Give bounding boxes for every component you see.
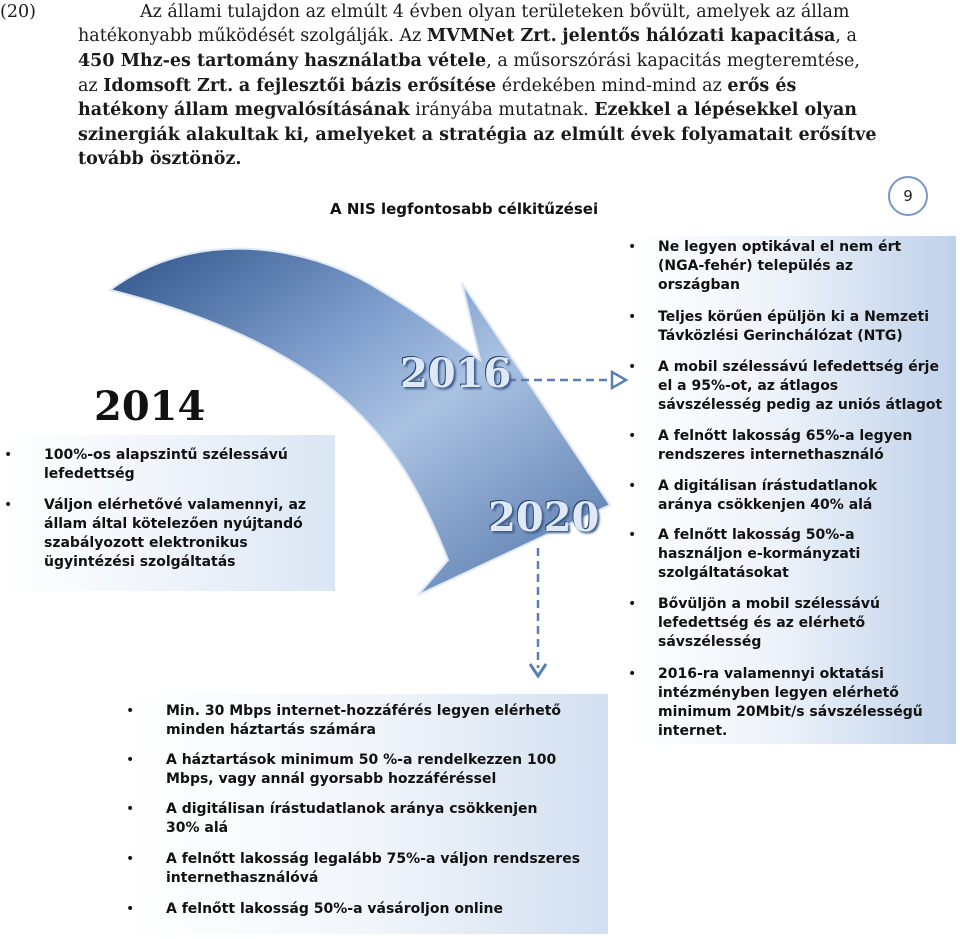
list-item-line: sávszélesség: [658, 634, 762, 650]
list-item-line: Min. 30 Mbps internet-hozzáférés legyen elérhető: [166, 703, 562, 719]
list-item-line: A felnőtt lakosság legalább 75%-a váljon rendszeres: [166, 851, 581, 867]
bold-text: MVMNet Zrt.: [426, 26, 557, 46]
bullet-icon: •: [628, 359, 637, 375]
list-item-line: ügyintézési szolgáltatás: [44, 554, 236, 570]
page-number-badge: [888, 176, 928, 216]
list-item-line: használjon e-kormányzati: [658, 546, 861, 562]
bold-text: hatékony állam megvalósításának: [78, 100, 410, 120]
year-2016: 2016: [400, 350, 512, 397]
bullet-icon: •: [628, 527, 637, 543]
list-item-line: internet.: [658, 723, 728, 739]
bold-text: jelentős hálózati kapacitása: [562, 26, 836, 46]
list-item-line: minden háztartás számára: [166, 722, 376, 738]
list-item: [126, 751, 616, 789]
bold-text: Idomsoft Zrt.: [103, 76, 234, 96]
list-item-line: rendszeres internethasználó: [658, 447, 884, 463]
bullet-icon: •: [628, 309, 637, 325]
text: érdekében mind-mind az: [496, 76, 728, 96]
bullet-icon: •: [126, 801, 135, 817]
list-item-line: A háztartások minimum 50 %-a rendelkezzen 100: [166, 752, 557, 768]
list-item-line: el a 95%-ot, az átlagos: [658, 378, 839, 394]
text: irányába mutatnak.: [409, 100, 595, 120]
list-item: [628, 477, 958, 515]
text: , a műsorszórási kapacitás megteremtése,: [486, 51, 860, 71]
text: Az állami tulajdon az elmúlt 4 évben olyan területeken bővült, amelyek az állam: [140, 2, 850, 22]
list-item-line: sávszélesség pedig az uniós átlagot: [658, 397, 943, 413]
list-item-line: Teljes körűen épüljön ki a Nemzeti: [658, 309, 930, 325]
list-item: [126, 900, 616, 919]
list-item: [628, 238, 958, 295]
list-item: [628, 595, 958, 652]
text: hatékonyabb működését szolgálják. Az: [78, 26, 427, 46]
bold-text: szinergiák alakultak ki, amelyeket a stratégia az elmúlt évek folyamatait erősítve: [78, 125, 877, 145]
list-item-line: A mobil szélessávú lefedettség érje: [658, 359, 939, 375]
list-item-line: A digitálisan írástudatlanok: [658, 478, 878, 494]
bullet-icon: •: [628, 666, 637, 682]
list-item: [4, 446, 340, 484]
list-item: [628, 526, 958, 583]
list-item-line: 2016-ra valamennyi oktatási: [658, 666, 884, 682]
list-item: [628, 665, 958, 741]
list-item-line: Bővüljön a mobil szélessávú: [658, 596, 880, 612]
bold-text: Ezekkel a lépésekkel olyan: [594, 100, 858, 120]
list-item-line: lefedettség és az elérhető: [658, 615, 866, 631]
list-item-line: Ne legyen optikával el nem ért: [658, 239, 902, 255]
list-item: [628, 358, 958, 415]
list-item-line: internethasználóvá: [166, 870, 319, 886]
paragraph-number: (20): [0, 2, 36, 22]
bullet-icon: •: [126, 901, 135, 917]
bullet-icon: •: [4, 447, 13, 463]
list-item-line: aránya csökkenjen 40% alá: [658, 497, 873, 513]
bullet-icon: •: [126, 752, 135, 768]
figure-title: A NIS legfontosabb célkitűzései: [330, 200, 599, 218]
bullet-icon: •: [628, 596, 637, 612]
list-item: [126, 800, 616, 838]
list-item-line: szabályozott elektronikus: [44, 535, 248, 551]
page-number: 9: [903, 187, 913, 205]
list-item-line: A felnőtt lakosság 65%-a legyen: [658, 428, 913, 444]
bullet-icon: •: [126, 703, 135, 719]
list-item-line: A felnőtt lakosság 50%-a vásároljon online: [166, 901, 503, 917]
year-2020: 2020: [488, 494, 600, 541]
list-item-line: Távközlési Gerinchálózat (NTG): [658, 328, 903, 344]
list-item-line: Mbps, vagy annál gyorsabb hozzáféréssel: [166, 771, 497, 787]
list-item-line: országban: [658, 277, 740, 293]
bold-text: 450 Mhz-es tartomány használatba vétele: [78, 51, 487, 71]
list-item-line: A felnőtt lakosság 50%-a: [658, 527, 855, 543]
year-2014: 2014: [94, 383, 206, 430]
list-item-line: intézményben legyen elérhető: [658, 685, 899, 701]
list-item-line: A digitálisan írástudatlanok aránya csökkenjen: [166, 801, 538, 817]
bullet-icon: •: [628, 239, 637, 255]
list-item: [628, 308, 958, 346]
list-item: [126, 850, 616, 888]
list-item: [628, 427, 958, 465]
list-item-line: (NGA-fehér) település az: [658, 258, 854, 274]
list-item-line: minimum 20Mbit/s sávszélességű: [658, 704, 923, 720]
text: az: [78, 76, 104, 96]
bullet-icon: •: [628, 428, 637, 444]
list-item: [4, 496, 340, 572]
dashed-arrow-2016-head: [612, 372, 626, 388]
bullet-icon: •: [4, 497, 13, 513]
bullet-icon: •: [126, 851, 135, 867]
bold-text: tovább ösztönöz.: [78, 149, 242, 169]
list-item-line: lefedettség: [44, 466, 135, 482]
list-item: [126, 702, 616, 740]
bold-text: a fejlesztői bázis erősítése: [238, 76, 497, 96]
list-item-line: szolgáltatásokat: [658, 565, 789, 581]
text: , a: [835, 26, 857, 46]
bold-text: erős és: [727, 76, 797, 96]
list-item-line: Váljon elérhetővé valamennyi, az: [44, 497, 307, 513]
list-item-line: 30% alá: [166, 820, 229, 836]
list-item-line: 100%-os alapszintű szélessávú: [44, 447, 288, 463]
list-item-line: állam által kötelezően nyújtandó: [44, 516, 303, 532]
bullet-icon: •: [628, 478, 637, 494]
